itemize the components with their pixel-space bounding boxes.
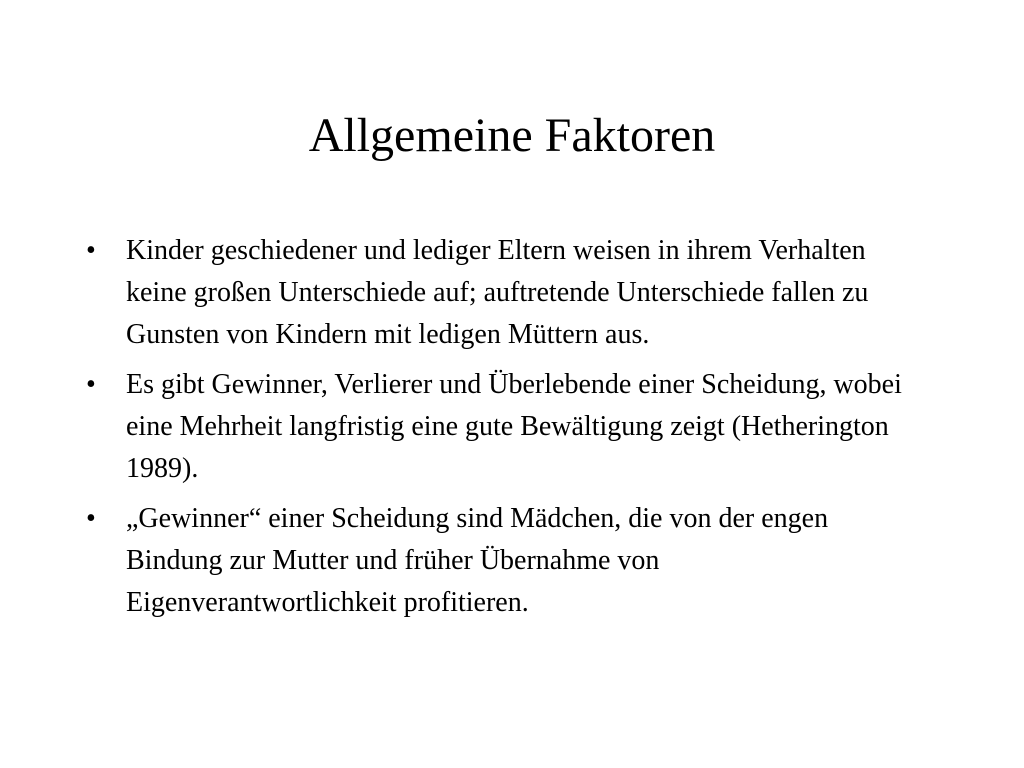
bullet-text-2: Es gibt Gewinner, Verlierer und Überlebende einer Scheidung, wobei eine Mehrheit langfristig eine gute Bewältigung zeigt (Hetherington 1989). bbox=[126, 369, 902, 484]
bullet-icon: • bbox=[86, 503, 96, 534]
bullet-icon: • bbox=[86, 369, 96, 400]
bullet-item-1 bbox=[86, 230, 926, 356]
bullet-list bbox=[86, 230, 926, 632]
bullet-text-3: „Gewinner“ einer Scheidung sind Mädchen, die von der engen Bindung zur Mutter und früher Übernahme von Eigenverantwortlichkeit profitieren. bbox=[126, 503, 829, 618]
bullet-item-3 bbox=[86, 498, 926, 624]
bullet-item-2 bbox=[86, 364, 926, 490]
bullet-icon: • bbox=[86, 235, 96, 266]
bullet-text-1: Kinder geschiedener und lediger Eltern weisen in ihrem Verhalten keine großen Unterschiede auf; auftretende Unterschiede fallen zu Gunsten von Kindern mit ledigen Müttern aus. bbox=[126, 235, 869, 350]
slide-title: Allgemeine Faktoren bbox=[308, 109, 716, 162]
